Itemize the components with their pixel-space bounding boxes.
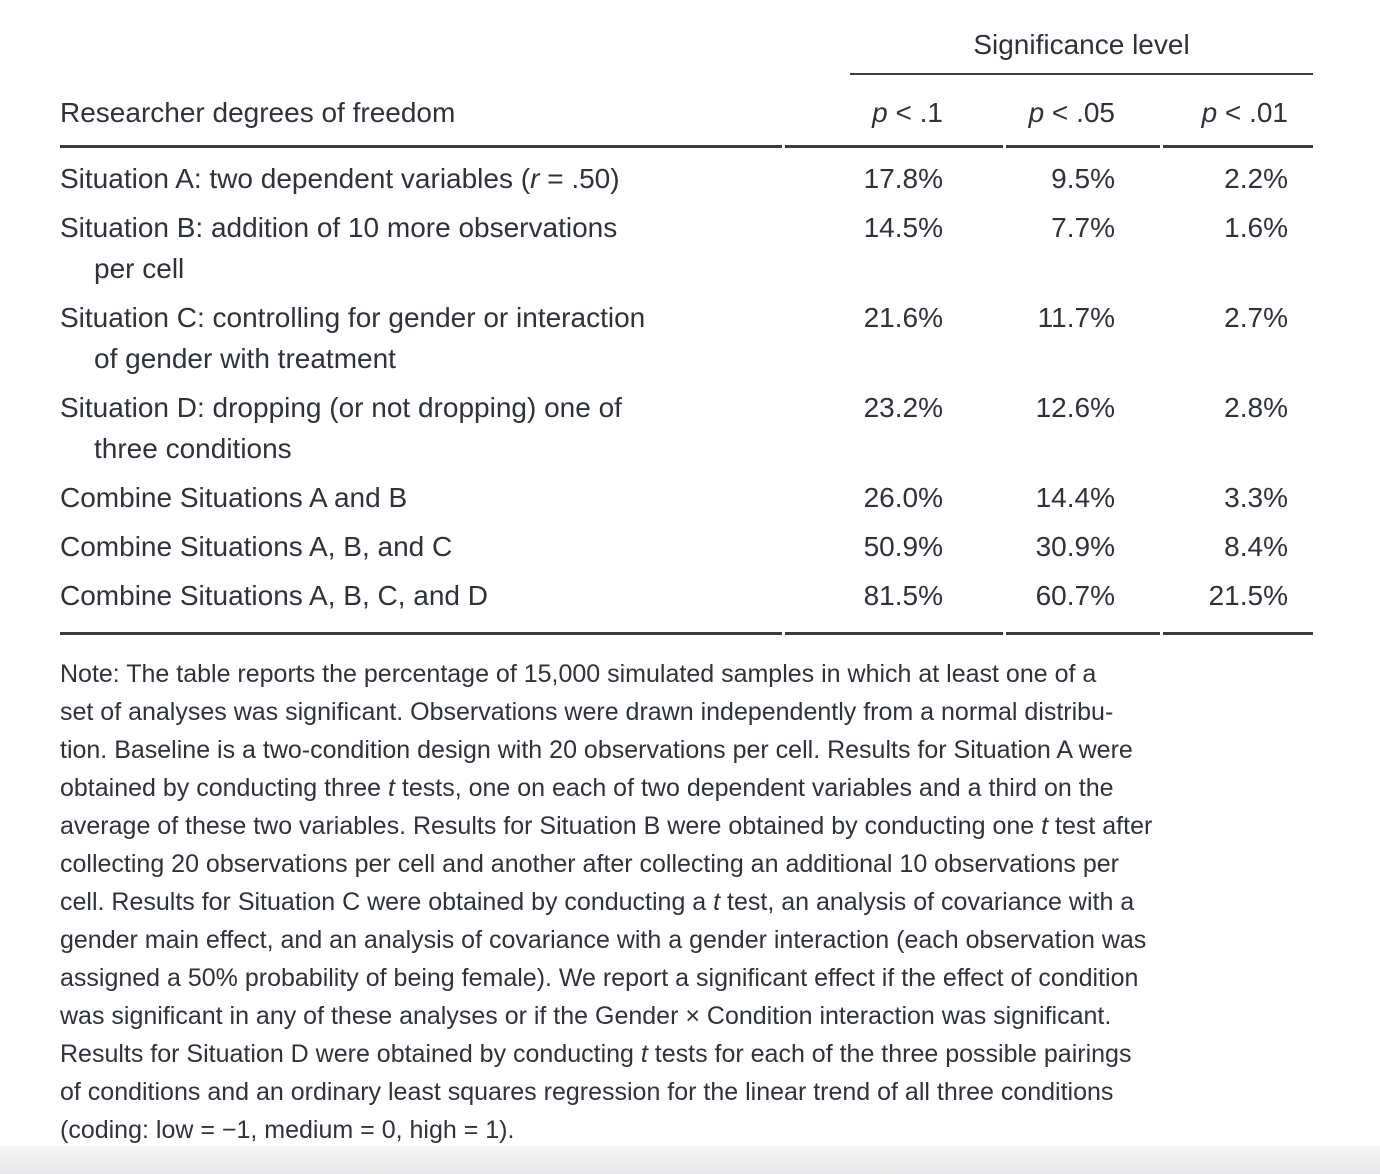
row-label-line2: three conditions: [94, 433, 292, 464]
table-note: [60, 655, 1320, 1149]
significance-level-spanner: [850, 28, 1313, 75]
col-header-p-lt-05: p < .05: [1028, 97, 1115, 128]
note-line: Note: The table reports the percentage of 15,000 simulated samples in which at least one of a: [60, 660, 1097, 688]
cell-p-lt-01: 2.7%: [1224, 302, 1288, 333]
note-line: assigned a 50% probability of being female). We report a significant effect if the effect of condition: [60, 964, 1139, 992]
row-label: [60, 526, 782, 567]
note-line: of conditions and an ordinary least squares regression for the linear trend of all three conditions: [60, 1078, 1114, 1106]
cell-p-lt-1: 23.2%: [863, 392, 943, 423]
table-row: [60, 293, 1313, 383]
cell-p-lt-05: 30.9%: [1035, 531, 1115, 562]
cell-p-lt-1: 26.0%: [863, 482, 943, 513]
cell-p-lt-1: 50.9%: [863, 531, 943, 562]
note-line: Results for Situation D were obtained by conducting t tests for each of the three possible pairings: [60, 1040, 1132, 1068]
cell-p-lt-05: 11.7%: [1037, 302, 1115, 333]
note-line: cell. Results for Situation C were obtained by conducting a t test, an analysis of covariance with a: [60, 888, 1135, 916]
table-body: [60, 148, 1320, 632]
stub-header: Researcher degrees of freedom: [60, 97, 456, 128]
table-bottom-rule: [60, 632, 1313, 635]
row-label: [60, 158, 782, 199]
cell-p-lt-01: 1.6%: [1224, 212, 1288, 243]
table-row: [60, 473, 1313, 522]
cell-p-lt-05: 14.4%: [1035, 482, 1115, 513]
cell-p-lt-01: 3.3%: [1224, 482, 1288, 513]
note-line: set of analyses was significant. Observations were drawn independently from a normal distribu-: [60, 698, 1114, 726]
col-header-p-lt-1: p < .1: [872, 97, 943, 128]
row-label-line1: Situation D: dropping (or not dropping) one of: [60, 392, 622, 423]
table-row: [60, 154, 1313, 203]
table-row: [60, 383, 1313, 473]
cell-p-lt-01: 2.2%: [1224, 163, 1288, 194]
row-label: [60, 387, 782, 469]
row-label-line1: Combine Situations A, B, C, and D: [60, 580, 488, 611]
col-header-p-lt-01: p < .01: [1201, 97, 1288, 128]
cell-p-lt-05: 12.6%: [1035, 392, 1115, 423]
row-label-line1: Combine Situations A and B: [60, 482, 408, 513]
row-label: [60, 207, 782, 289]
row-label-line1: Situation C: controlling for gender or interaction: [60, 302, 646, 333]
note-line: was significant in any of these analyses or if the Gender × Condition interaction was significant.: [60, 1002, 1112, 1030]
row-label: [60, 297, 782, 379]
note-line: tion. Baseline is a two-condition design with 20 observations per cell. Results for Situation A were: [60, 736, 1133, 764]
cell-p-lt-01: 21.5%: [1208, 580, 1288, 611]
cell-p-lt-1: 21.6%: [863, 302, 943, 333]
cell-p-lt-1: 81.5%: [863, 580, 943, 611]
note-line: (coding: low = −1, medium = 0, high = 1).: [60, 1116, 515, 1144]
cell-p-lt-01: 2.8%: [1224, 392, 1288, 423]
cell-p-lt-05: 7.7%: [1051, 212, 1115, 243]
spanner-label: Significance level: [973, 29, 1190, 60]
table-row: [60, 522, 1313, 571]
row-label-line2: of gender with treatment: [94, 343, 396, 374]
note-line: average of these two variables. Results for Situation B were obtained by conducting one t test after: [60, 812, 1153, 840]
cell-p-lt-1: 14.5%: [863, 212, 943, 243]
table-row: [60, 571, 1313, 620]
row-label-line1: Situation B: addition of 10 more observations: [60, 212, 618, 243]
note-line: obtained by conducting three t tests, one on each of two dependent variables and a third on the: [60, 774, 1114, 802]
table-row: [60, 203, 1313, 293]
note-line: collecting 20 observations per cell and another after collecting an additional 10 observations per: [60, 850, 1119, 878]
table-header-row: [60, 95, 1313, 145]
table-top-rule: [60, 145, 1313, 148]
row-label-line1: Combine Situations A, B, and C: [60, 531, 453, 562]
row-label-line2: per cell: [94, 253, 185, 284]
cell-p-lt-01: 8.4%: [1224, 531, 1288, 562]
cell-p-lt-05: 60.7%: [1035, 580, 1115, 611]
cell-p-lt-1: 17.8%: [863, 163, 943, 194]
note-line: gender main effect, and an analysis of covariance with a gender interaction (each observation was: [60, 926, 1147, 954]
row-label-line1: Situation A: two dependent variables (r = .50): [60, 163, 620, 194]
row-label: [60, 575, 782, 616]
cell-p-lt-05: 9.5%: [1051, 163, 1115, 194]
row-label: [60, 477, 782, 518]
footer-strip: [0, 1146, 1380, 1174]
